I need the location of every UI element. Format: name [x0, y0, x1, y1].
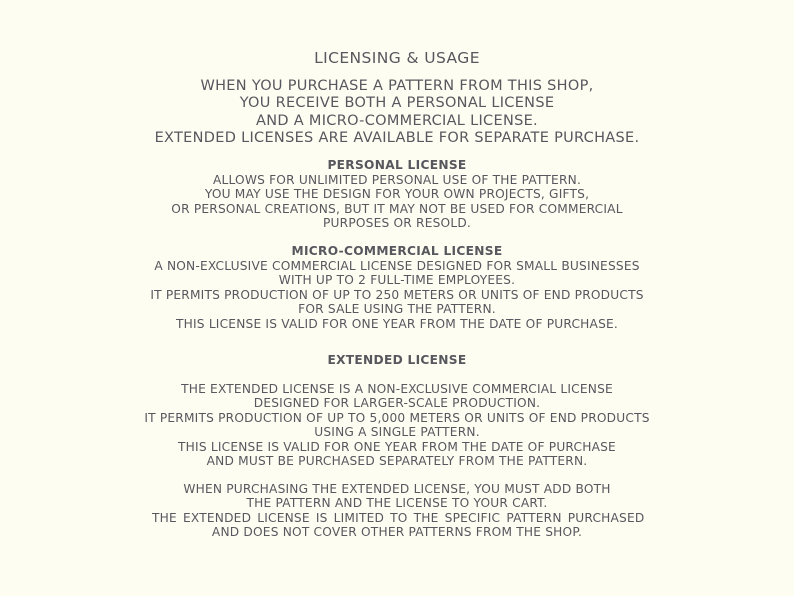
extended-line: USING A SINGLE PATTERN.	[314, 425, 480, 440]
extended-line: DESIGNED FOR LARGER-SCALE PRODUCTION.	[253, 396, 541, 411]
intro-line: AND A MICRO-COMMERCIAL LICENSE.	[256, 112, 538, 129]
page-title: LICENSING & USAGE	[314, 49, 480, 67]
micro-line: THIS LICENSE IS VALID FOR ONE YEAR FROM THE DATE OF PURCHASE.	[176, 316, 618, 331]
extended-note-line: THE EXTENDED LICENSE IS LIMITED TO THE SPECIFIC PATTERN PURCHASED	[152, 510, 645, 525]
personal-line: OR PERSONAL CREATIONS, BUT IT MAY NOT BE USED FOR COMMERCIAL	[171, 201, 623, 216]
micro-commercial-license-heading: MICRO-COMMERCIAL LICENSE	[291, 244, 503, 258]
micro-line: WITH UP TO 2 FULL-TIME EMPLOYEES.	[278, 273, 516, 288]
extended-license-note	[0, 482, 794, 540]
extended-line: IT PERMITS PRODUCTION OF UP TO 5,000 METERS OR UNITS OF END PRODUCTS	[144, 410, 650, 425]
personal-license-text	[0, 173, 794, 231]
micro-commercial-license-text	[0, 259, 794, 331]
extended-license-heading: EXTENDED LICENSE	[327, 353, 467, 367]
intro-line: WHEN YOU PURCHASE A PATTERN FROM THIS SHOP,	[200, 78, 594, 94]
personal-license-heading: PERSONAL LICENSE	[327, 158, 467, 172]
intro-paragraph	[0, 78, 794, 147]
extended-note-line: THE PATTERN AND THE LICENSE TO YOUR CART.	[246, 496, 548, 511]
intro-line: YOU RECEIVE BOTH A PERSONAL LICENSE	[239, 95, 555, 112]
micro-line: A NON-EXCLUSIVE COMMERCIAL LICENSE DESIGNED FOR SMALL BUSINESSES	[154, 259, 640, 273]
extended-line: THE EXTENDED LICENSE IS A NON-EXCLUSIVE COMMERCIAL LICENSE	[181, 382, 613, 396]
extended-line: AND MUST BE PURCHASED SEPARATELY FROM THE PATTERN.	[206, 454, 588, 469]
personal-line: PURPOSES OR RESOLD.	[322, 216, 471, 231]
micro-line: FOR SALE USING THE PATTERN.	[298, 302, 496, 317]
extended-line: THIS LICENSE IS VALID FOR ONE YEAR FROM THE DATE OF PURCHASE	[178, 439, 616, 454]
personal-line: YOU MAY USE THE DESIGN FOR YOUR OWN PROJECTS, GIFTS,	[204, 187, 590, 202]
extended-license-text	[0, 382, 794, 468]
extended-note-line: WHEN PURCHASING THE EXTENDED LICENSE, YOU MUST ADD BOTH	[183, 482, 611, 496]
personal-line: ALLOWS FOR UNLIMITED PERSONAL USE OF THE PATTERN.	[212, 173, 582, 187]
extended-note-line: AND DOES NOT COVER OTHER PATTERNS FROM THE SHOP.	[211, 525, 583, 540]
intro-line: EXTENDED LICENSES ARE AVAILABLE FOR SEPARATE PURCHASE.	[154, 129, 640, 146]
micro-line: IT PERMITS PRODUCTION OF UP TO 250 METERS OR UNITS OF END PRODUCTS	[150, 287, 644, 302]
